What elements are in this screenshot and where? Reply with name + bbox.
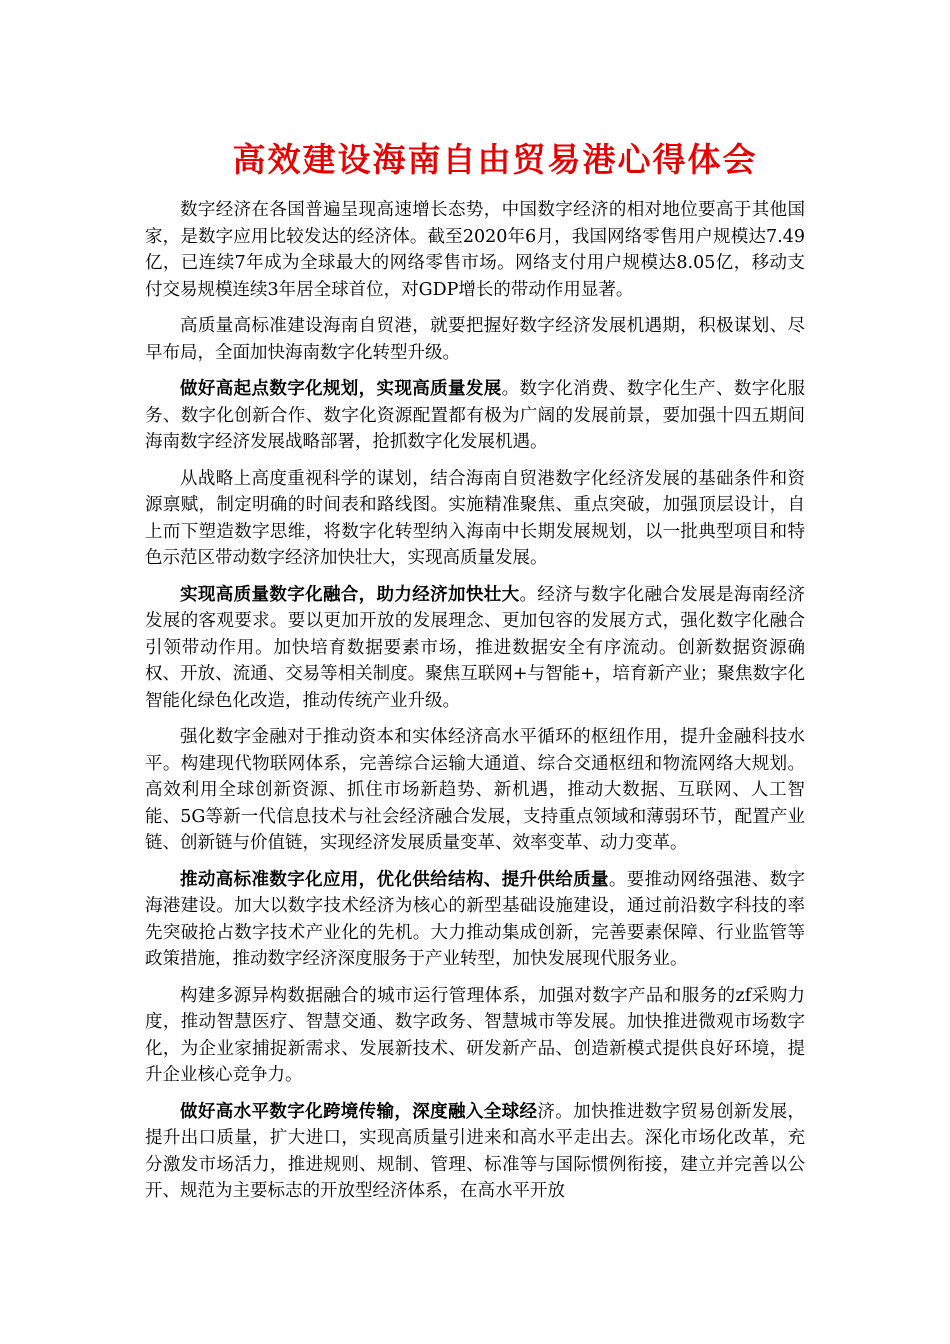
paragraph-text: 。要推动网络强港、数字海港建设。加大以数字技术经济为核心的新型基础设施建设，通过前沿数字科技的率先突破抢占数字技术产业化的先机。大力推动集成创新，完善要素保障、行业监管等政策措施，推动数字经济深度服务于产业转型，加快发展现代服务业。 [145,869,806,969]
paragraph-text: 高质量高标准建设海南自贸港，就要把握好数字经济发展机遇期，积极谋划、尽早布局，全面加快海南数字化转型升级。 [145,316,805,363]
paragraph-5 [145,582,805,715]
paragraph-text: 济。加快推进数字贸易创新发展，提升出口质量，扩大进口，实现高质量引进来和高水平走出去。深化市场化改革，充分激发市场活力，推进规则、规制、管理、标准等与国际惯例衔接，建立并完善以公开、规范为主要标志的开放型经济体系，在高水平开放 [145,1101,806,1201]
paragraph-text: 构建多源异构数据融合的城市运行管理体系，加强对数字产品和服务的zf采购力度，推动智慧医疗、智慧交通、数字政务、智慧城市等发展。加快推进微观市场数字化，为企业家捕捉新需求、发展新技术、研发新产品、创造新模式提供良好环境，提升企业核心竞争力。 [145,985,805,1085]
paragraph-text: 数字经济在各国普遍呈现高速增长态势，中国数字经济的相对地位要高于其他国家，是数字应用比较发达的经济体。截至2020年6月，我国网络零售用户规模达7.49亿，已连续7年成为全球最大的网络零售市场。网络支付用户规模达8.05亿，移动支付交易规模连续3年居全球首位，对GDP增长的带动作用显著。 [145,200,805,300]
paragraph-lead: 实现高质量数字化融合，助力经济加快壮大 [180,584,520,605]
paragraph-lead: 做好高起点数字化规划，实现高质量发展 [180,379,502,399]
paragraph-lead: 推动高标准数字化应用，优化供给结构、提升供给质量 [180,869,609,890]
paragraph-6 [145,724,805,857]
document-title: 高效建设海南自由贸易港心得体会 [232,140,758,179]
paragraph-lead: 做好高水平数字化跨境传输，深度融入全球经 [180,1101,538,1122]
paragraph-text: 。经济与数字化融合发展是海南经济发展的客观要求。要以更加开放的发展理念、更加包容的发展方式，强化数字化融合引领带动作用。加快培育数据要素市场，推进数据安全有序流动。创新数据资源确权、开放、流通、交易等相关制度。聚焦互联网+与智能+，培育新产业；聚焦数字化智能化绿色化改造，推动传统产业升级。 [145,584,805,711]
paragraph-1 [145,197,805,303]
document-page [145,135,805,1215]
paragraph-text: 从战略上高度重视科学的谋划，结合海南自贸港数字化经济发展的基础条件和资源禀赋，制定明确的时间表和路线图。实施精准聚焦、重点突破，加强顶层设计，自上而下塑造数字思维，将数字化转型纳入海南中长期发展规划，以一批典型项目和特色示范区带动数字经济加快壮大，实现高质量发展。 [145,468,805,568]
paragraph-text: 。数字化消费、数字化生产、数字化服务、数字化创新合作、数字化资源配置都有极为广阔的发展前景，要加强十四五期间海南数字经济发展战略部署，抢抓数字化发展机遇。 [145,379,806,452]
paragraph-3 [145,376,805,456]
paragraph-7 [145,867,805,973]
paragraph-text: 强化数字金融对于推动资本和实体经济高水平循环的枢纽作用，提升金融科技水平。构建现代物联网体系，完善综合运输大通道、综合交通枢纽和物流网络大规划。高效利用全球创新资源、抓住市场新趋势、新机遇，推动大数据、互联网、人工智能、5G等新一代信息技术与社会经济融合发展，支持重点领域和薄弱环节，配置产业链、创新链与价值链，实现经济发展质量变革、效率变革、动力变革。 [145,727,805,853]
paragraph-4 [145,466,805,572]
paragraph-8 [145,983,805,1089]
paragraph-9 [145,1099,805,1205]
paragraph-2 [145,313,805,366]
